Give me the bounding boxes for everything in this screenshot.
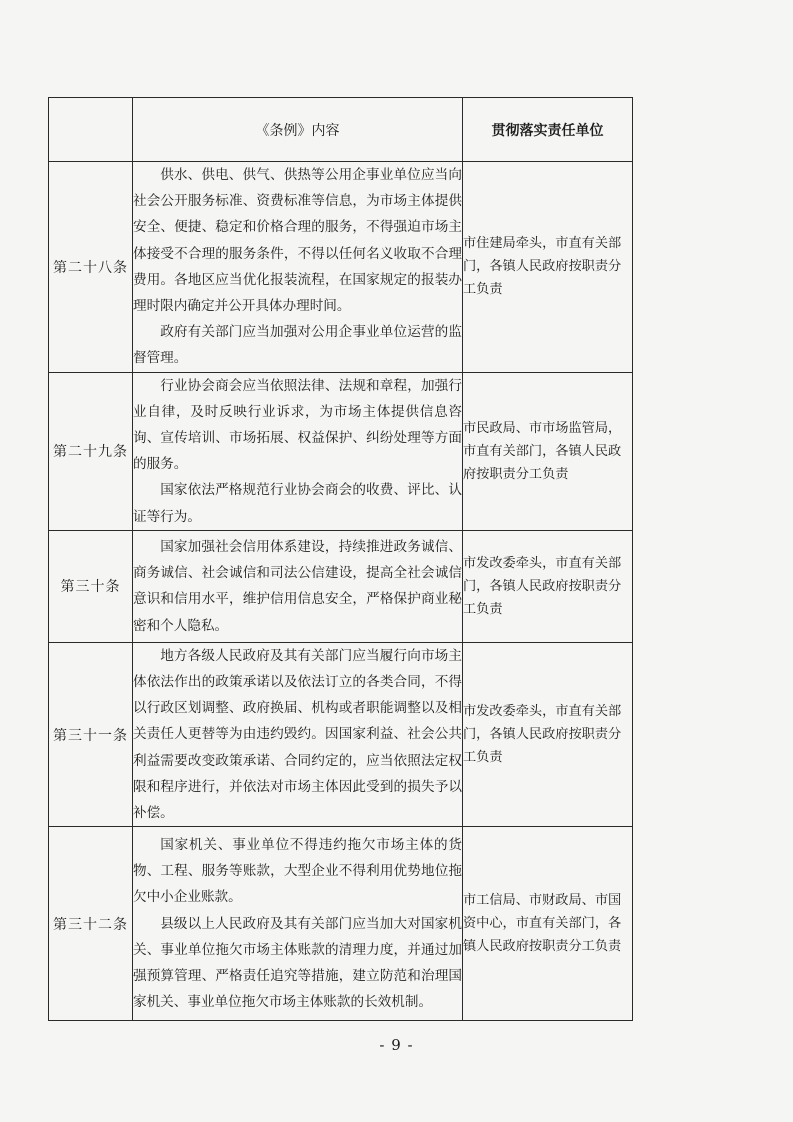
content-paragraph: 国家依法严格规范行业协会商会的收费、评比、认证等行为。 <box>133 482 462 525</box>
table-row <box>49 372 633 530</box>
responsible-dept: 市住建局牵头，市直有关部门，各镇人民政府按职责分工负责 <box>463 162 633 373</box>
content-paragraph: 供水、供电、供气、供热等公用企事业单位应当向社会公开服务标准、资费标准等信息，为市场主体提供安全、便捷、稳定和价格合理的服务，不得强迫市场主体接受不合理的服务条件，不得以任何名义收取不合理费用。各地区应当优化报装流程，在国家规定的报装办理时限内确定并公开具体办理时间。 <box>133 167 462 315</box>
article-number: 第二十九条 <box>49 372 133 530</box>
article-content <box>133 827 463 1021</box>
content-paragraph: 政府有关部门应当加强对公用企事业单位运营的监督管理。 <box>133 324 462 367</box>
page-number: - 9 - <box>379 1036 414 1054</box>
article-number: 第三十条 <box>49 530 133 642</box>
responsible-dept: 市工信局、市财政局、市国资中心，市直有关部门，各镇人民政府按职责分工负责 <box>463 827 633 1021</box>
article-content <box>133 530 463 642</box>
dept-column-header: 贯彻落实责任单位 <box>463 98 633 162</box>
table-row <box>49 530 633 642</box>
responsible-dept: 市发改委牵头，市直有关部门，各镇人民政府按职责分工负责 <box>463 530 633 642</box>
article-number: 第三十一条 <box>49 642 133 826</box>
article-number: 第三十二条 <box>49 827 133 1021</box>
content-paragraph: 国家加强社会信用体系建设，持续推进政务诚信、商务诚信、社会诚信和司法公信建设，提高全社会诚信意识和信用水平，维护信用信息安全，严格保护商业秘密和个人隐私。 <box>133 538 462 634</box>
article-number: 第二十八条 <box>49 162 133 373</box>
article-column-header <box>49 98 133 162</box>
content-paragraph: 地方各级人民政府及其有关部门应当履行向市场主体依法作出的政策承诺以及依法订立的各类合同，不得以行政区划调整、政府换届、机构或者职能调整以及相关责任人更替等为由违约毁约。因国家利益、社会公共利益需要改变政策承诺、合同约定的，应当依照法定权限和程序进行，并依法对市场主体因此受到的损失予以补偿。 <box>133 647 462 822</box>
article-content <box>133 372 463 530</box>
responsible-dept: 市发改委牵头，市直有关部门，各镇人民政府按职责分工负责 <box>463 642 633 826</box>
content-paragraph: 县级以上人民政府及其有关部门应当加大对国家机关、事业单位拖欠市场主体账款的清理力度，并通过加强预算管理、严格责任追究等措施，建立防范和治理国家机关、事业单位拖欠市场主体账款的长效机制。 <box>133 915 462 1011</box>
table-row <box>49 642 633 826</box>
content-paragraph: 国家机关、事业单位不得违约拖欠市场主体的货物、工程、服务等账款，大型企业不得利用优势地位拖欠中小企业账款。 <box>133 837 462 906</box>
table-row <box>49 162 633 373</box>
content-column-header: 《条例》内容 <box>133 98 463 162</box>
content-paragraph: 行业协会商会应当依照法律、法规和章程，加强行业自律，及时反映行业诉求，为市场主体提供信息咨询、宣传培训、市场拓展、权益保护、纠纷处理等方面的服务。 <box>133 377 462 473</box>
table-header-row <box>49 98 633 162</box>
regulation-table <box>48 97 633 1021</box>
table-row <box>49 827 633 1021</box>
article-content <box>133 162 463 373</box>
responsible-dept: 市民政局、市市场监管局，市直有关部门，各镇人民政府按职责分工负责 <box>463 372 633 530</box>
article-content <box>133 642 463 826</box>
